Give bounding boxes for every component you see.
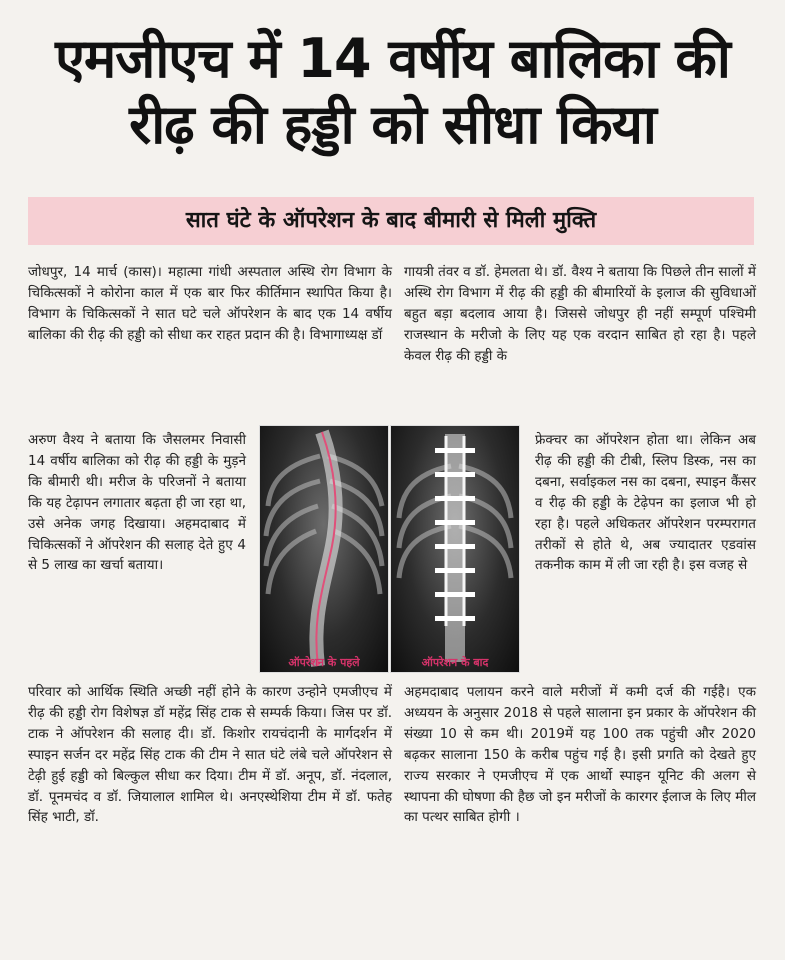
subheadline-banner: सात घंटे के ऑपरेशन के बाद बीमारी से मिली मुक्ति <box>28 197 754 245</box>
article-col-a-mid <box>28 430 246 576</box>
xray-before-surgery <box>259 425 389 673</box>
article-col-a-bottom <box>28 682 392 828</box>
corrected-spine-image <box>391 426 519 672</box>
article-col-b-bottom <box>404 682 756 828</box>
headline <box>0 26 785 158</box>
xray-after-surgery <box>390 425 520 673</box>
article-col-b-top <box>404 262 756 367</box>
paragraph: गायत्री तंवर व डॉ. हेमलता थे। डॉ. वैश्य ने बताया कि पिछले तीन सालों में अस्थि रोग विभाग में रीढ़ की हड्डी की बीमारियों के इलाज की सुविधाओं बहुत बड़ा बदलाव आया है। जिससे जोधपुर ही नहीं सम्पूर्ण पश्चिमी राजस्थान के मरीजो के लिए यह एक वरदान साबित हो रहा है। पहले केवल रीढ़ की हड्डी के <box>404 264 756 364</box>
headline-line-2: रीढ़ की हड्डी को सीधा किया <box>129 93 656 156</box>
caption-before: ऑपरेशन के पहले <box>288 656 360 669</box>
paragraph: जोधपुर, 14 मार्च (कास)। महात्मा गांधी अस्पताल अस्थि रोग विभाग के चिकित्सकों ने कोरोना काल में एक बार फिर कीर्तिमान स्थापित किया है। विभाग के चिकित्सकों ने सात घटे चले ऑपरेशन के बाद एक 14 वर्षीय बालिका की रीढ़ की हड्डी को सीधा कर राहत प्रदान की है। विभागाध्यक्ष डॉ <box>28 264 392 343</box>
paragraph: फ्रेक्चर का ऑपरेशन होता था। लेकिन अब रीढ़ की हड्डी की टीबी, स्लिप डिस्क, नस का दबना, सर्वाइकल नस का दबना, स्पाइन कैंसर व रीढ़ की हड्डी के टेढ़ेपन का इलाज भी हो रहा है। पहले अधिकतर ऑपरेशन परम्परागत तरीकों से होते थे, अब ज्यादातर एडवांस तकनीक काम में ली जा रही है। इस वजह से <box>535 432 756 574</box>
curved-spine-image <box>260 426 388 672</box>
headline-line-1: एमजीएच में 14 वर्षीय बालिका की <box>55 27 730 90</box>
paragraph: अरुण वैश्य ने बताया कि जैसलमर निवासी 14 वर्षीय बालिका को रीढ़ की हड्डी के मुड़ने कि बीमारी थी। मरीज के परिजनों ने बताया कि यह टेढ़ापन लगातार बढ़ता ही जा रहा था, उसे अनेक जगह दिखाया। अहमदाबाद में चिकित्सकों ने ऑपरेशन की सलाह देते हुए 4 से 5 लाख का खर्चा बताया। <box>28 432 246 574</box>
paragraph: अहमदाबाद पलायन करने वाले मरीजों में कमी दर्ज की गईहै। एक अध्ययन के अनुसार 2018 से पहले सालाना इन प्रकार के ऑपरेशन की संख्या 10 से कम थी। 2019में यह 100 तक पहुंची और 2020 बढ़कर सालाना 150 के करीब पहुंच गई है। इसी प्रगति को देखते हुए राज्य सरकार ने एमजीएच में एक आर्थो स्पाइन यूनिट की अलग से स्थापना की घोषणा की हैछ जो इन मरीजों के कारगर ईलाज के लिए मील का पत्थर साबित होगी । <box>404 684 756 826</box>
caption-after: ऑपरेशन के बाद <box>421 656 489 669</box>
article-col-b-mid <box>535 430 756 576</box>
paragraph: परिवार को आर्थिक स्थिति अच्छी नहीं होने के कारण उन्होने एमजीएच में रीढ़ की हड्डी रोग विशेषज्ञ डॉ महेंद्र सिंह टाक से सम्पर्क किया। जिस पर डॉ. टाक ने ऑपरेशन की सलाह दी। डॉ. किशोर रायचंदानी के मार्गदर्शन में स्पाइन सर्जन दर महेंद्र सिंह टाक की टीम ने सात घंटे लंबे चले ऑपरेशन से टेढ़ी हुई हड्डी को बिल्कुल सीधा कर दिया। टीम में डॉ. अनूप, डॉ. नंदलाल, डॉ. पूनमचंद व डॉ. जियालाल शामिल थे। अनएस्थेशिया टीम में डॉ. फतेह सिंह भाटी, डॉ. <box>28 684 392 826</box>
article-col-a-top <box>28 262 392 346</box>
